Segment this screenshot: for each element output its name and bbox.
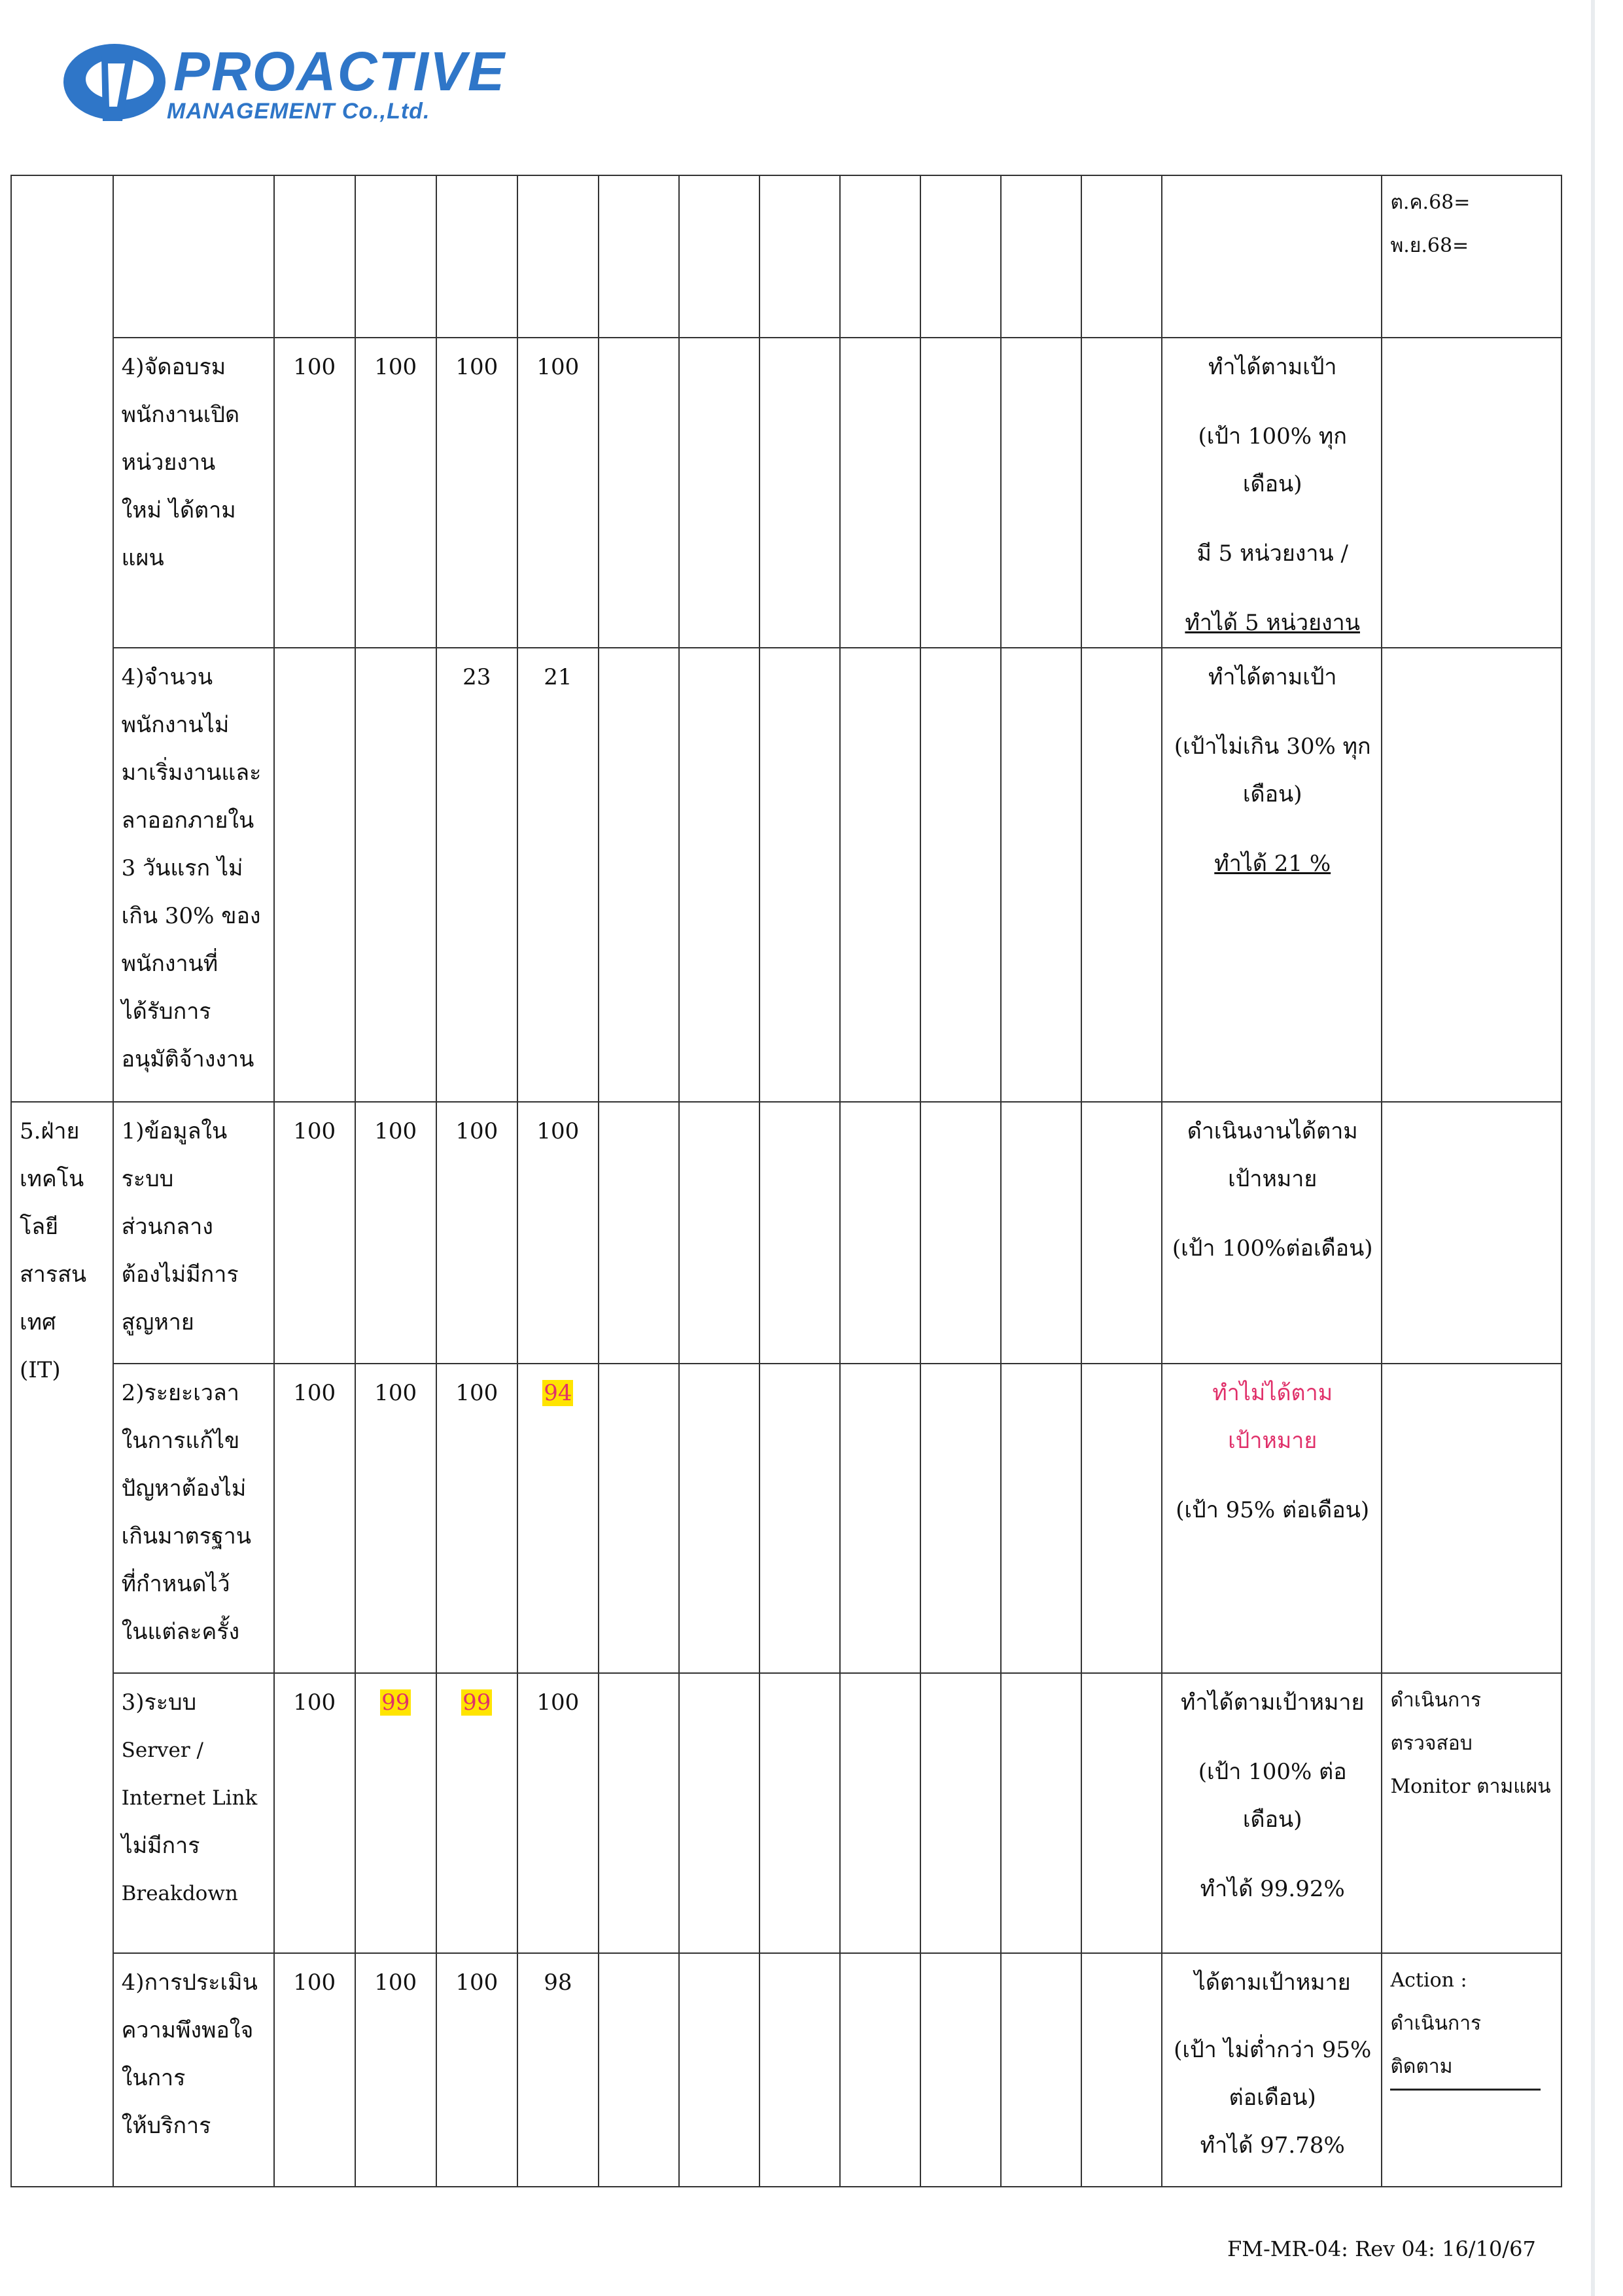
note-cell: [1382, 1102, 1562, 1364]
indicator-cell: 4)จัดอบรม พนักงานเปิด หน่วยงาน ใหม่ ได้ตาม แผน: [113, 338, 274, 648]
month-value: 100: [274, 1102, 355, 1364]
result-cell: ได้ตามเป้าหมาย (เป้า ไม่ต่ำกว่า 95% ต่อเดือน) ทำได้ 97.78%: [1162, 1953, 1382, 2187]
note-cell: [1382, 175, 1562, 338]
company-logo: [62, 29, 506, 128]
month-value: 100: [436, 1364, 517, 1673]
month-value: 100: [355, 338, 436, 648]
note-cell: [1382, 338, 1562, 648]
month-value: 100: [355, 1953, 436, 2187]
table-row: [11, 1673, 1562, 1953]
indicator-cell: 4)การประเมิน ความพึงพอใจ ในการ ให้บริการ: [113, 1953, 274, 2187]
result-cell: ทำได้ตามเป้า (เป้าไม่เกิน 30% ทุก เดือน) ทำได้ 21 %: [1162, 648, 1382, 1102]
logo-wordmark: PROACTIVE: [173, 41, 506, 102]
table-row: [11, 1364, 1562, 1673]
note-cell: Action : ดำเนินการติดตาม: [1382, 1953, 1562, 2187]
table-row: [11, 648, 1562, 1102]
month-value: 100: [517, 338, 599, 648]
logo-subtitle: MANAGEMENT Co.,Ltd.: [167, 99, 430, 124]
month-value: 98: [517, 1953, 599, 2187]
result-cell: ทำได้ตามเป้า (เป้า 100% ทุกเดือน) มี 5 หน่วยงาน / ทำได้ 5 หน่วยงาน: [1162, 338, 1382, 648]
indicator-cell: 1)ข้อมูลใน ระบบ ส่วนกลาง ต้องไม่มีการ สูญหาย: [113, 1102, 274, 1364]
month-value: 23: [436, 648, 517, 1102]
month-value: 100: [274, 1673, 355, 1953]
month-value: [274, 648, 355, 1102]
month-value: 100: [274, 1364, 355, 1673]
month-value: 100: [436, 1102, 517, 1364]
month-value: 21: [517, 648, 599, 1102]
month-value-flagged: 99: [436, 1673, 517, 1953]
note-cell: ดำเนินการ ตรวจสอบ Monitor ตามแผน: [1382, 1673, 1562, 1953]
month-value: [355, 648, 436, 1102]
indicator-cell: [113, 175, 274, 338]
table-row: [11, 175, 1562, 338]
page-edge-shadow: [1591, 0, 1595, 2296]
result-failed: ทำไม่ได้ตาม: [1212, 1380, 1333, 1406]
note-line: ต.ค.68=: [1390, 191, 1471, 214]
note-cell: [1382, 1364, 1562, 1673]
month-value: 100: [517, 1673, 599, 1953]
table-row: [11, 1102, 1562, 1364]
note-cell: [1382, 648, 1562, 1102]
month-value: 100: [355, 1364, 436, 1673]
month-value: 100: [436, 1953, 517, 2187]
result-cell: [1162, 175, 1382, 338]
indicator-cell: 3)ระบบ Server / Internet Link ไม่มีการ Breakdown: [113, 1673, 274, 1953]
table-row: [11, 1953, 1562, 2187]
month-value-flagged: 94: [517, 1364, 599, 1673]
month-value: 100: [355, 1102, 436, 1364]
month-value: 100: [274, 1953, 355, 2187]
indicator-cell: 4)จำนวน พนักงานไม่ มาเริ่มงานและ ลาออกภายใน 3 วันแรก ไม่ เกิน 30% ของ พนักงานที่ ได้รับการ อนุมัติจ้างงาน: [113, 648, 274, 1102]
dept-cell: [11, 175, 113, 1102]
month-value: 100: [517, 1102, 599, 1364]
logo-emblem-icon: [62, 29, 173, 128]
result-cell: ทำได้ตามเป้าหมาย (เป้า 100% ต่อเดือน) ทำได้ 99.92%: [1162, 1673, 1382, 1953]
kpi-table: [10, 175, 1562, 2187]
month-value-flagged: 99: [355, 1673, 436, 1953]
result-cell: ดำเนินงานได้ตาม เป้าหมาย (เป้า 100%ต่อเดือน): [1162, 1102, 1382, 1364]
table-row: [11, 338, 1562, 648]
indicator-cell: 2)ระยะเวลา ในการแก้ไข ปัญหาต้องไม่ เกินมาตรฐาน ที่กำหนดไว้ ในแต่ละครั้ง: [113, 1364, 274, 1673]
dept-cell: 5.ฝ่าย เทคโน โลยี สารสน เทศ (IT): [11, 1102, 113, 2187]
result-cell: ทำไม่ได้ตาม เป้าหมาย (เป้า 95% ต่อเดือน): [1162, 1364, 1382, 1673]
note-line: พ.ย.68=: [1390, 234, 1469, 257]
month-value: 100: [274, 338, 355, 648]
month-value: 100: [436, 338, 517, 648]
form-code-footer: FM-MR-04: Rev 04: 16/10/67: [1227, 2236, 1536, 2261]
